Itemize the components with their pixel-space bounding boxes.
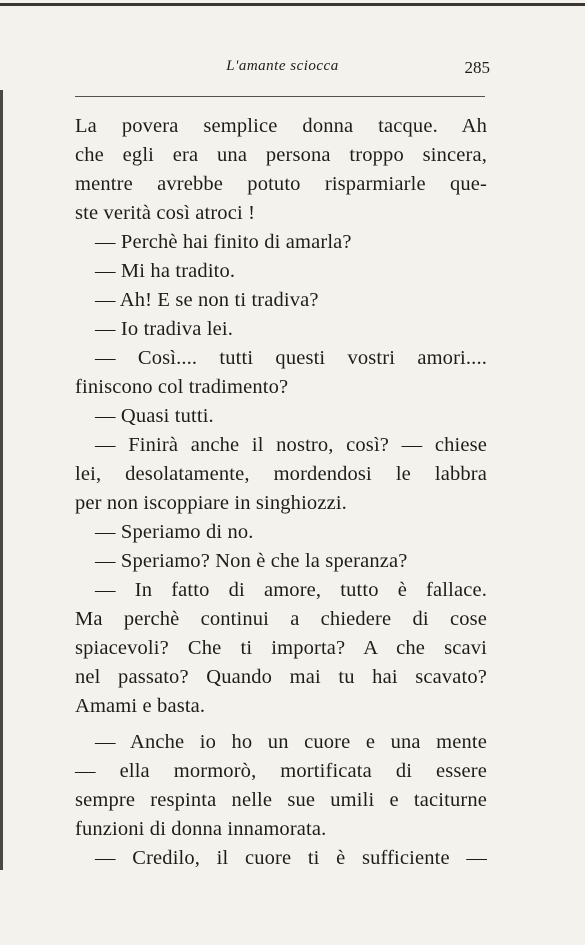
text-line: funzioni di donna innamorata.	[75, 818, 327, 840]
text-line: — Speriamo? Non è che la speranza?	[95, 550, 408, 572]
page-number: 285	[464, 58, 490, 77]
page-binding-edge	[0, 90, 3, 870]
text-line: — Anche io ho un cuore e una mente	[95, 731, 487, 753]
text-line: che egli era una persona troppo sincera,	[75, 144, 487, 166]
text-line: — Ah! E se non ti tradiva?	[95, 289, 319, 311]
text-line: spiacevoli? Che ti importa? A che scavi	[75, 637, 487, 659]
text-line: ste verità così atroci !	[75, 202, 256, 224]
running-head	[75, 58, 490, 80]
text-line: Ma perchè continui a chiedere di cose	[75, 608, 487, 630]
text-line: per non iscoppiare in singhiozzi.	[75, 492, 347, 514]
text-line: Amami e basta.	[75, 695, 206, 717]
running-title: L'amante sciocca	[226, 58, 339, 74]
text-line: — Perchè hai finito di amarla?	[95, 231, 352, 253]
text-line: — Quasi tutti.	[95, 405, 214, 427]
text-line: — Io tradiva lei.	[95, 318, 234, 340]
text-line: — Credilo, il cuore ti è sufficiente —	[95, 847, 487, 869]
text-line: — ella mormorò, mortificata di essere	[75, 760, 487, 782]
text-line: lei, desolatamente, mordendosi le labbra	[75, 463, 487, 485]
text-line: finiscono col tradimento?	[75, 376, 289, 398]
page-top-edge	[0, 3, 585, 6]
text-line: La povera semplice donna tacque. Ah	[75, 115, 487, 137]
text-line: nel passato? Quando mai tu hai scavato?	[75, 666, 487, 688]
text-line: — In fatto di amore, tutto è fallace.	[95, 579, 487, 601]
text-line: — Così.... tutti questi vostri amori....	[95, 347, 487, 369]
text-line: — Mi ha tradito.	[95, 260, 236, 282]
header-rule	[75, 96, 485, 97]
text-line: mentre avrebbe potuto risparmiarle que-	[75, 173, 487, 195]
body-text	[75, 112, 487, 873]
text-line: sempre respinta nelle sue umili e taciturne	[75, 789, 487, 811]
paragraph-gap	[75, 721, 487, 728]
text-line: — Finirà anche il nostro, così? — chiese	[95, 434, 487, 456]
text-line: — Speriamo di no.	[95, 521, 254, 543]
